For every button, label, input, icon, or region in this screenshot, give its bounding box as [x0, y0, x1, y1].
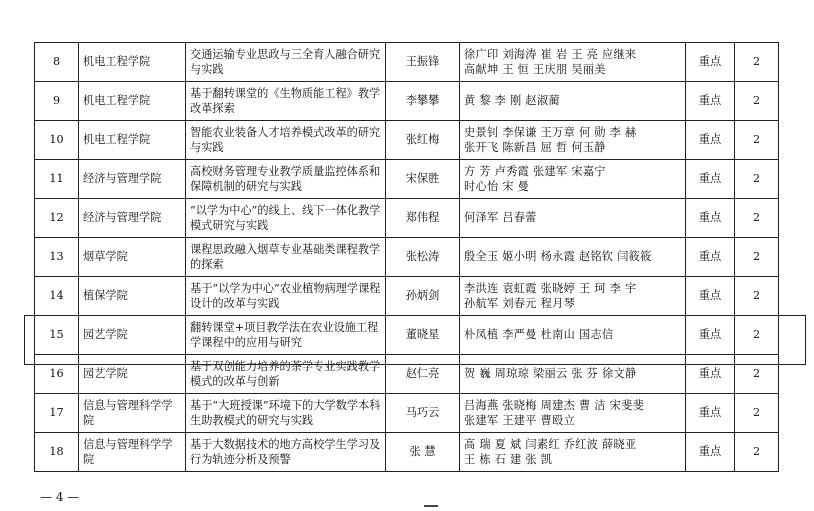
project-leader: 张红梅: [386, 121, 460, 160]
project-count: 2: [735, 160, 779, 199]
project-level: 重点: [686, 394, 735, 433]
project-count: 2: [735, 277, 779, 316]
row-number: 13: [35, 238, 79, 277]
project-members: 徐广印 刘海涛 崔 岩 王 亮 应继来 高献坤 王 恒 王庆朋 吴丽美: [460, 43, 686, 82]
college-name: 经济与管理学院: [79, 199, 186, 238]
project-table: [34, 42, 779, 472]
project-title: 基于大数据技术的地方高校学生学习及行为轨迹分析及预警: [186, 433, 386, 472]
table-row: [35, 394, 779, 433]
row-number: 8: [35, 43, 79, 82]
table-row: [35, 199, 779, 238]
project-members: 何泽军 吕春蕾: [460, 199, 686, 238]
college-name: 园艺学院: [79, 316, 186, 355]
row-number: 10: [35, 121, 79, 160]
table-row: [35, 238, 779, 277]
project-members: 高 瑞 夏 斌 闫素红 乔红波 薛晓亚 王 栋 石 建 张 凯: [460, 433, 686, 472]
table-row: [35, 43, 779, 82]
project-title: 基于双创能力培养的茶学专业实践教学模式的改革与创新: [186, 355, 386, 394]
project-count: 2: [735, 121, 779, 160]
project-level: 重点: [686, 433, 735, 472]
project-members: 贺 巍 周琼琼 梁丽云 张 芬 徐文静: [460, 355, 686, 394]
project-title: 智能农业装备人才培养模式改革的研究与实践: [186, 121, 386, 160]
college-name: 园艺学院: [79, 355, 186, 394]
project-count: 2: [735, 82, 779, 121]
project-leader: 李攀攀: [386, 82, 460, 121]
project-count: 2: [735, 394, 779, 433]
project-count: 2: [735, 199, 779, 238]
project-leader: 王振锋: [386, 43, 460, 82]
table-row: [35, 121, 779, 160]
college-name: 机电工程学院: [79, 82, 186, 121]
table-body: [35, 43, 779, 472]
table-row: [35, 355, 779, 394]
college-name: 机电工程学院: [79, 43, 186, 82]
project-title: 交通运输专业思政与三全育人融合研究与实践: [186, 43, 386, 82]
project-title: 课程思政融入烟草专业基础类课程教学的探索: [186, 238, 386, 277]
college-name: 植保学院: [79, 277, 186, 316]
project-title: 基于“大班授课”环境下的大学数学本科生助教模式的研究与实践: [186, 394, 386, 433]
college-name: 经济与管理学院: [79, 160, 186, 199]
table-row: [35, 316, 779, 355]
college-name: 烟草学院: [79, 238, 186, 277]
project-members: 吕海燕 张晓梅 周建杰 曹 洁 宋斐斐 张建军 王建平 曹殴立: [460, 394, 686, 433]
project-title: 基于“以学为中心”农业植物病理学课程设计的改革与实践: [186, 277, 386, 316]
project-level: 重点: [686, 316, 735, 355]
project-leader: 孙炳剑: [386, 277, 460, 316]
project-members: 殷全玉 姬小明 杨永霞 赵铭钦 闫筱筱: [460, 238, 686, 277]
page-number: — 4 —: [40, 490, 80, 504]
project-level: 重点: [686, 238, 735, 277]
project-members: 朴凤植 李严曼 杜南山 国志信: [460, 316, 686, 355]
college-name: 机电工程学院: [79, 121, 186, 160]
project-level: 重点: [686, 355, 735, 394]
project-members: 史景钊 李保谦 王万章 何 勋 李 赫 张开飞 陈新昌 屈 哲 何玉静: [460, 121, 686, 160]
row-number: 11: [35, 160, 79, 199]
project-leader: 宋保胜: [386, 160, 460, 199]
row-number: 16: [35, 355, 79, 394]
table-row: [35, 82, 779, 121]
college-name: 信息与管理科学学院: [79, 394, 186, 433]
project-count: 2: [735, 355, 779, 394]
project-members: 黄 黎 李 刚 赵淑蔺: [460, 82, 686, 121]
row-number: 15: [35, 316, 79, 355]
project-members: 方 芳 卢秀霞 张建军 宋嘉宁 时心怡 宋 曼: [460, 160, 686, 199]
project-count: 2: [735, 316, 779, 355]
project-leader: 张 慧: [386, 433, 460, 472]
project-count: 2: [735, 43, 779, 82]
project-level: 重点: [686, 43, 735, 82]
project-leader: 郑伟程: [386, 199, 460, 238]
page-mark: [424, 505, 438, 511]
project-members: 李洪连 袁虹霞 张晓婷 王 珂 李 宇 孙航军 刘春元 程月琴: [460, 277, 686, 316]
row-number: 9: [35, 82, 79, 121]
row-number: 12: [35, 199, 79, 238]
project-level: 重点: [686, 82, 735, 121]
project-leader: 董晓星: [386, 316, 460, 355]
project-title: “以学为中心”的线上、线下一体化教学模式研究与实践: [186, 199, 386, 238]
project-count: 2: [735, 433, 779, 472]
project-level: 重点: [686, 277, 735, 316]
project-title: 翻转课堂+项目教学法在农业设施工程学课程中的应用与研究: [186, 316, 386, 355]
project-leader: 赵仁亮: [386, 355, 460, 394]
project-title: 高校财务管理专业教学质量监控体系和保障机制的研究与实践: [186, 160, 386, 199]
project-title: 基于翻转课堂的《生物质能工程》教学改革探索: [186, 82, 386, 121]
row-number: 14: [35, 277, 79, 316]
row-number: 17: [35, 394, 79, 433]
table-row: [35, 433, 779, 472]
project-leader: 马巧云: [386, 394, 460, 433]
row-number: 18: [35, 433, 79, 472]
college-name: 信息与管理科学学院: [79, 433, 186, 472]
project-level: 重点: [686, 160, 735, 199]
table-row: [35, 277, 779, 316]
project-count: 2: [735, 238, 779, 277]
table-row: [35, 160, 779, 199]
project-level: 重点: [686, 199, 735, 238]
project-leader: 张松涛: [386, 238, 460, 277]
project-level: 重点: [686, 121, 735, 160]
